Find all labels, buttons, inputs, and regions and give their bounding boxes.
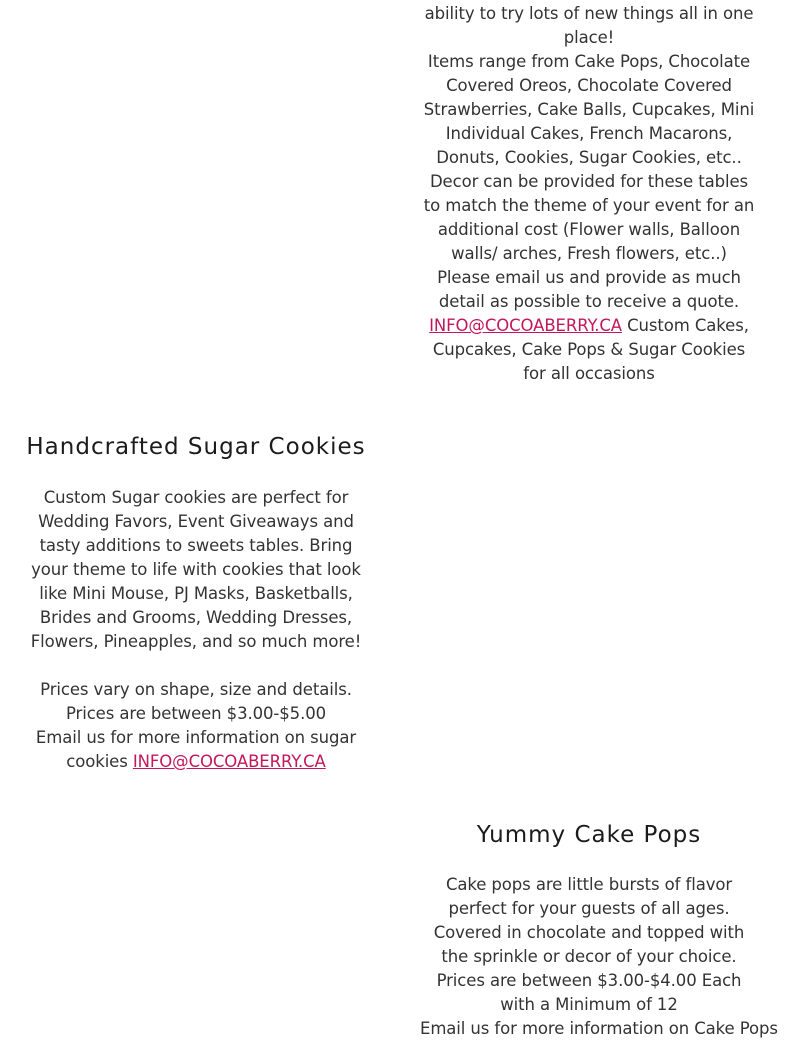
cake-pops-title: Yummy Cake Pops — [476, 822, 702, 848]
sweets-table-decor: Decor can be provided for these tables to match the theme of your event for an additional cost (Flower walls, Balloon walls/ arches, Fresh flowers, etc..) — [423, 172, 755, 263]
sugar-cookies-content — [26, 486, 366, 774]
sugar-cookies-email-link[interactable]: INFO@COCOABERRY.CA — [132, 752, 326, 771]
cake-pops-title-wrap — [420, 819, 758, 851]
sweets-table-items: Items range from Cake Pops, Chocolate Covered Oreos, Chocolate Covered Strawberries, Cake Balls, Cupcakes, Mini Individual Cakes, French Macarons, Donuts, Cookies, Sugar Cookies, etc.. — [423, 52, 755, 167]
sugar-cookies-email-prompt: Email us for more information on sugar cookies — [35, 728, 357, 771]
cake-pops-description: Cake pops are little bursts of flavor perfect for your guests of all ages. Covered in chocolate and topped with the sprinkle or decor of your choice. — [433, 875, 745, 966]
sugar-cookies-description: Custom Sugar cookies are perfect for Wedding Favors, Event Giveaways and tasty additions to sweets tables. Bring your theme to life with cookies that look like Mini Mouse, PJ Masks, Basketballs, Brides and Grooms, Wedding Dresses, Flowers, Pineapples, and so much more! — [30, 488, 362, 651]
cake-pops-email-prompt: Email us for more information on Cake Pops — [420, 1019, 778, 1038]
sweets-table-quote: Please email us and provide as much detail as possible to receive a quote. — [437, 268, 741, 311]
sugar-cookies-contact — [26, 726, 366, 774]
tagline-text: Custom Cakes, Cupcakes, Cake Pops & Sugar Cookies for all occasions — [432, 316, 749, 383]
cake-pops-price-range: Prices are between $3.00-$4.00 Each with a Minimum of 12 — [436, 971, 742, 1014]
sugar-cookies-prices-vary: Prices vary on shape, size and details. — [40, 680, 352, 699]
sugar-cookies-title-wrap — [26, 431, 366, 463]
sweets-table-email-link[interactable]: INFO@COCOABERRY.CA — [429, 316, 622, 335]
sugar-cookies-title: Handcrafted Sugar Cookies — [26, 434, 366, 460]
sweets-table-contact — [420, 314, 758, 386]
sugar-cookies-price-range: Prices are between $3.00-$5.00 — [65, 704, 327, 723]
sweets-table-details — [420, 2, 758, 386]
cake-pops-content — [420, 873, 778, 1041]
sweets-table-intro-end: ability to try lots of new things all in one place! — [424, 4, 754, 47]
